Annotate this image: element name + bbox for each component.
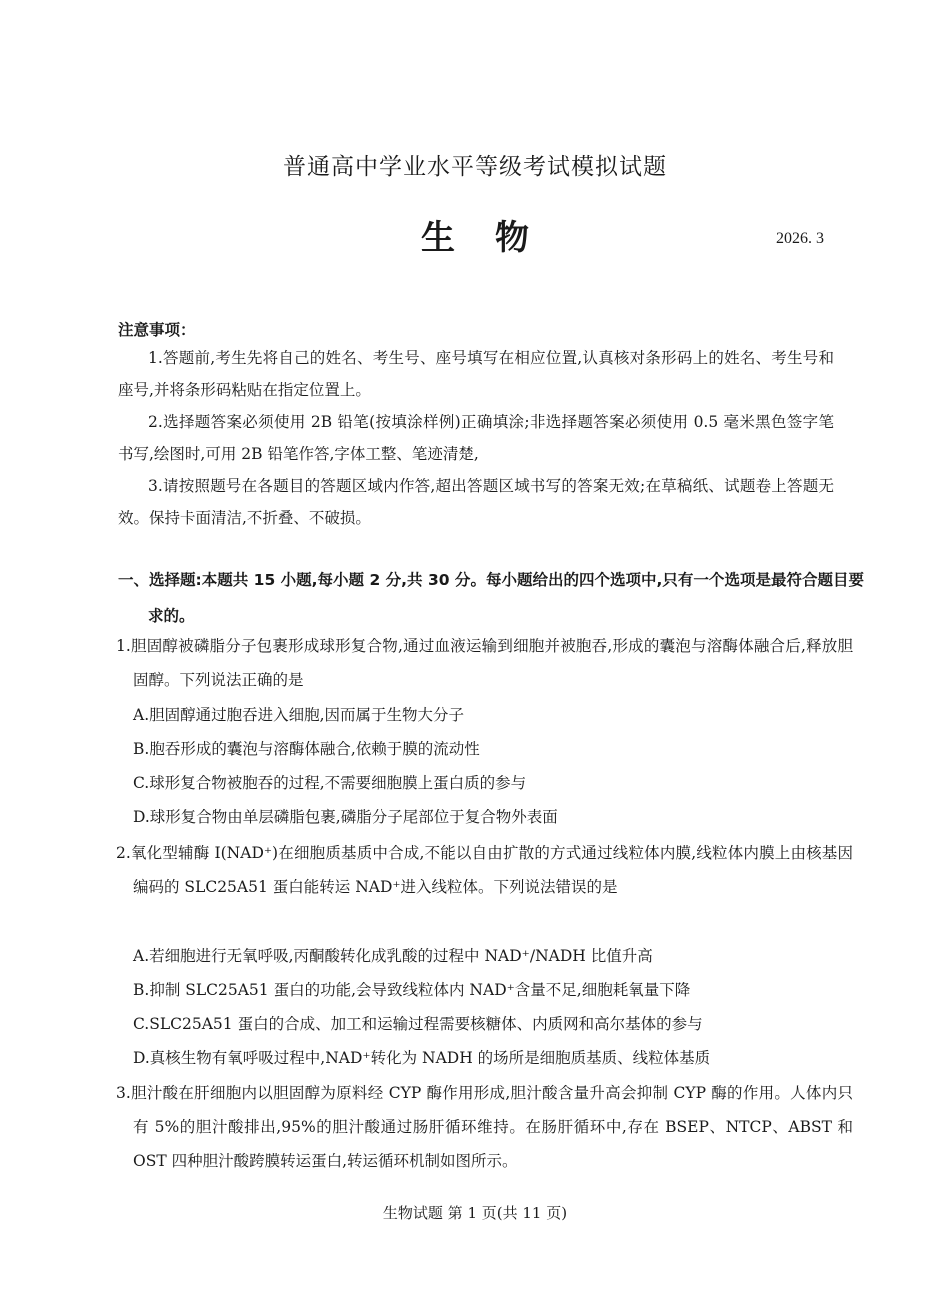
exam-title: 普通高中学业水平等级考试模拟试题 <box>283 154 667 180</box>
question-1-stem: 1.胆固醇被磷脂分子包裹形成球形复合物,通过血液运输到细胞并被胞吞,形成的囊泡与溶酶体融合后,释放胆固醇。下列说法正确的是 <box>116 637 853 689</box>
page-footer: 生物试题 第 1 页(共 11 页) <box>382 1204 568 1222</box>
question-1-option-c: C.球形复合物被胞吞的过程,不需要细胞膜上蛋白质的参与 <box>133 774 527 792</box>
section-heading: 一、选择题:本题共 15 小题,每小题 2 分,共 30 分。每小题给出的四个选项中,只有一个选项是最符合题目要求的。 <box>118 571 864 625</box>
question-1-option-a: A.胆固醇通过胞吞进入细胞,因而属于生物大分子 <box>133 706 465 724</box>
question-2-option-b: B.抑制 SLC25A51 蛋白的功能,会导致线粒体内 NAD⁺含量不足,细胞耗氧量下降 <box>133 981 691 999</box>
question-2-option-d: D.真核生物有氧呼吸过程中,NAD⁺转化为 NADH 的场所是细胞质基质、线粒体基质 <box>133 1049 711 1067</box>
exam-date: 2026. 3 <box>776 230 824 247</box>
question-1-option-d: D.球形复合物由单层磷脂包裹,磷脂分子尾部位于复合物外表面 <box>133 808 558 826</box>
question-2-stem: 2.氧化型辅酶 I(NAD⁺)在细胞质基质中合成,不能以自由扩散的方式通过线粒体内膜,线粒体内膜上由核基因编码的 SLC25A51 蛋白能转运 NAD⁺进入线粒体。下列说法错误的是 <box>116 844 853 896</box>
notice-item-3: 3.请按照题号在各题目的答题区域内作答,超出答题区域书写的答案无效;在草稿纸、试题卷上答题无效。保持卡面清洁,不折叠、不破损。 <box>118 477 834 527</box>
question-1-option-b: B.胞吞形成的囊泡与溶酶体融合,依赖于膜的流动性 <box>133 740 480 758</box>
notice-heading: 注意事项： <box>118 321 196 339</box>
question-2-option-a: A.若细胞进行无氧呼吸,丙酮酸转化成乳酸的过程中 NAD⁺/NADH 比值升高 <box>133 947 653 965</box>
notice-item-1: 1.答题前,考生先将自己的姓名、考生号、座号填写在相应位置,认真核对条形码上的姓名、考生号和座号,并将条形码粘贴在指定位置上。 <box>118 349 834 399</box>
subject-title: 生物 <box>421 218 569 258</box>
question-2-option-c: C.SLC25A51 蛋白的合成、加工和运输过程需要核糖体、内质网和高尔基体的参与 <box>133 1015 703 1033</box>
question-3-stem: 3.胆汁酸在肝细胞内以胆固醇为原料经 CYP 酶作用形成,胆汁酸含量升高会抑制 CYP 酶的作用。人体内只有 5%的胆汁酸排出,95%的胆汁酸通过肠肝循环维持。在肠肝循环中,存在 BSEP、NTCP、ABST 和 OST 四种胆汁酸跨膜转运蛋白,转运循环机制如图所示。 <box>116 1084 853 1170</box>
notice-item-2: 2.选择题答案必须使用 2B 铅笔(按填涂样例)正确填涂;非选择题答案必须使用 0.5 毫米黑色签字笔书写,绘图时,可用 2B 铅笔作答,字体工整、笔迹清楚, <box>118 413 834 463</box>
